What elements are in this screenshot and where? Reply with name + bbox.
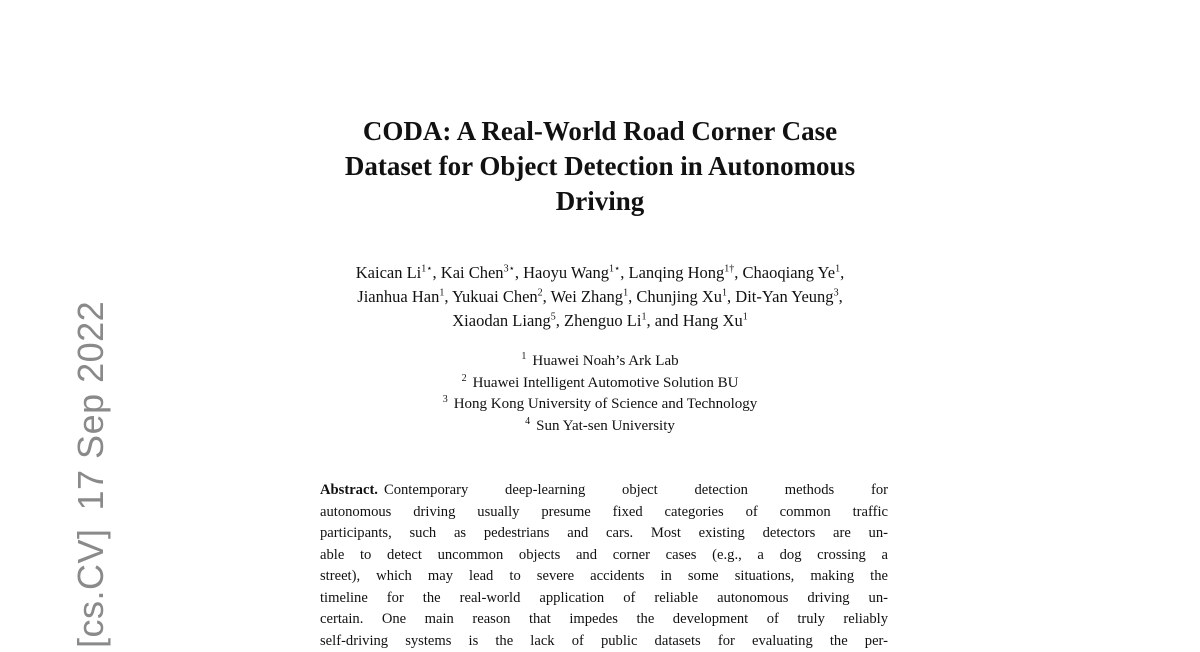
abstract-line	[320, 480, 888, 502]
arxiv-category: [cs.CV]	[70, 528, 111, 648]
arxiv-side-stamp	[28, 308, 70, 648]
author-mark: 1	[641, 312, 646, 323]
author-mark: 1†	[724, 264, 734, 275]
author-mark: 1	[722, 288, 727, 299]
abstract	[320, 480, 888, 652]
author-name: Lanqing Hong	[629, 263, 725, 282]
abstract-line: self-driving systems is the lack of public datasets for evaluating the per-	[320, 631, 888, 652]
title-line: Dataset for Object Detection in Autonomous	[240, 149, 960, 184]
author-name: Zhenguo Li	[564, 311, 641, 330]
author-line: Jianhua Han$^1$, Yukuai Chen$^2$, Wei Zhang$^1$, Chunjing Xu$^1$, Dit-Yan Yeung$^3$,	[240, 285, 960, 309]
affiliation-name: Sun Yat-sen University	[536, 418, 675, 434]
author-mark: 2	[538, 288, 543, 299]
abstract-line: street), which may lead to severe accidents in some situations, making the	[320, 566, 888, 588]
author-name: Yukuai Chen	[452, 287, 538, 306]
abstract-line: autonomous driving usually presume fixed categories of common traffic	[320, 502, 888, 524]
paper-title	[240, 114, 960, 219]
author-mark: 3⋆	[504, 264, 515, 275]
author-name: Kai Chen	[441, 263, 504, 282]
abstract-label: Abstract.	[320, 482, 378, 498]
author-mark: 1	[835, 264, 840, 275]
abstract-line: certain. One main reason that impedes the development of truly reliably	[320, 609, 888, 631]
author-mark: 1	[623, 288, 628, 299]
affiliation-item	[240, 416, 960, 438]
author-mark: 1	[743, 312, 748, 323]
affiliation-list	[240, 351, 960, 437]
abstract-line: able to detect uncommon objects and corner cases (e.g., a dog crossing a	[320, 545, 888, 567]
abstract-text: Contemporary deep-learning object detection methods for	[384, 482, 888, 498]
author-name: Xiaodan Liang	[452, 311, 551, 330]
author-name: Chaoqiang Ye	[743, 263, 836, 282]
author-name: Dit-Yan Yeung	[735, 287, 833, 306]
author-line: Xiaodan Liang$^5$, Zhenguo Li$^1$, and Hang Xu$^1$	[240, 309, 960, 333]
affiliation-item	[240, 373, 960, 395]
author-list	[240, 261, 960, 333]
author-name: Chunjing Xu	[636, 287, 722, 306]
affiliation-name: Huawei Noah’s Ark Lab	[532, 353, 678, 369]
affiliation-mark: 1	[521, 351, 526, 362]
arxiv-date: 17 Sep 2022	[70, 301, 111, 511]
affiliation-item	[240, 351, 960, 373]
affiliation-mark: 3	[443, 394, 448, 405]
affiliation-mark: 4	[525, 416, 530, 427]
author-name: Hang Xu	[683, 311, 743, 330]
abstract-line: timeline for the real-world application of reliable autonomous driving un-	[320, 588, 888, 610]
author-mark: 1	[439, 288, 444, 299]
affiliation-name: Huawei Intelligent Automotive Solution BU	[473, 375, 739, 391]
author-name: Kaican Li	[356, 263, 422, 282]
author-mark: 1⋆	[421, 264, 432, 275]
author-mark: 3	[834, 288, 839, 299]
author-line: Kaican $Li^{1⋆}$, Kai Chen$^{3⋆}$, Haoyu Wang$^{1⋆}$, Lanqing Hong$^{1\dagger}$, Chaoqiang Ye$^1$,	[240, 261, 960, 285]
affiliation-item	[240, 394, 960, 416]
title-line: CODA: A Real-World Road Corner Case	[240, 114, 960, 149]
author-mark: 1⋆	[609, 264, 620, 275]
affiliation-name: Hong Kong University of Science and Technology	[454, 396, 758, 412]
author-name: Haoyu Wang	[523, 263, 609, 282]
author-name: Jianhua Han	[357, 287, 439, 306]
author-mark: 5	[551, 312, 556, 323]
abstract-line: participants, such as pedestrians and cars. Most existing detectors are un-	[320, 523, 888, 545]
title-line: Driving	[240, 184, 960, 219]
author-name: Wei Zhang	[551, 287, 623, 306]
affiliation-mark: 2	[462, 373, 467, 384]
